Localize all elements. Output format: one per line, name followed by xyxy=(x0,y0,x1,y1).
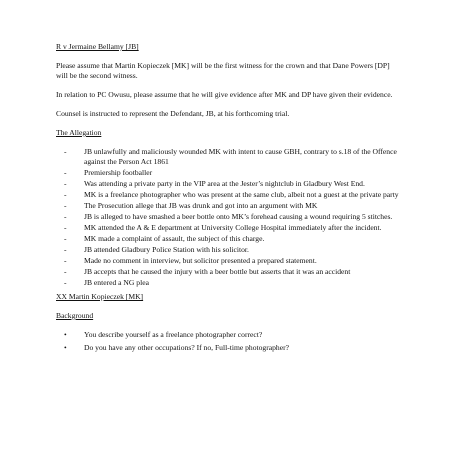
case-heading: R v Jermaine Bellamy [JB] xyxy=(56,42,139,51)
list-item: - JB entered a NG plea xyxy=(56,278,400,288)
list-item: - JB attended Gladbury Police Station with his solicitor. xyxy=(56,245,400,255)
list-item: - JB accepts that he caused the injury with a beer bottle but asserts that it was an accident xyxy=(56,267,400,277)
list-item: • You describe yourself as a freelance photographer correct? xyxy=(56,330,400,340)
paragraph-witness-order: Please assume that Martin Kopieczek [MK] will be the first witness for the crown and that Dane Powers [DP] will be the second witness. xyxy=(56,61,390,80)
list-item: - MK made a complaint of assault, the subject of this charge. xyxy=(56,234,400,244)
background-questions-list xyxy=(56,330,400,353)
list-item: - Made no comment in interview, but solicitor presented a prepared statement. xyxy=(56,256,400,266)
list-item: - The Prosecution allege that JB was drunk and got into an argument with MK xyxy=(56,201,400,211)
list-item: - Was attending a private party in the VIP area at the Jester’s nightclub in Gladbury West End. xyxy=(56,179,400,189)
background-heading: Background xyxy=(56,311,94,320)
list-item: - MK attended the A & E department at University College Hospital immediately after the incident. xyxy=(56,223,400,233)
document-sheet xyxy=(28,0,426,453)
list-item: - Premiership footballer xyxy=(56,168,400,178)
list-item: - MK is a freelance photographer who was present at the same club, albeit not a guest at the private party xyxy=(56,190,400,200)
list-item: - JB unlawfully and maliciously wounded MK with intent to cause GBH, contrary to s.18 of the Offence against the Person Act 1861 xyxy=(56,147,400,167)
paragraph-counsel-instructed: Counsel is instructed to represent the Defendant, JB, at his forthcoming trial. xyxy=(56,109,290,118)
list-item: • Do you have any other occupations? If no, Full-time photographer? xyxy=(56,343,400,353)
allegation-heading: The Allegation xyxy=(56,128,102,137)
list-item: - JB is alleged to have smashed a beer bottle onto MK’s forehead causing a wound requiring 5 stitches. xyxy=(56,212,400,222)
paragraph-pc-owusu: In relation to PC Owusu, please assume that he will give evidence after MK and DP have given their evidence. xyxy=(56,90,393,99)
witness-heading: XX Martin Kopieczek [MK] xyxy=(56,292,144,301)
document-content xyxy=(56,42,400,356)
allegation-list xyxy=(56,147,400,288)
